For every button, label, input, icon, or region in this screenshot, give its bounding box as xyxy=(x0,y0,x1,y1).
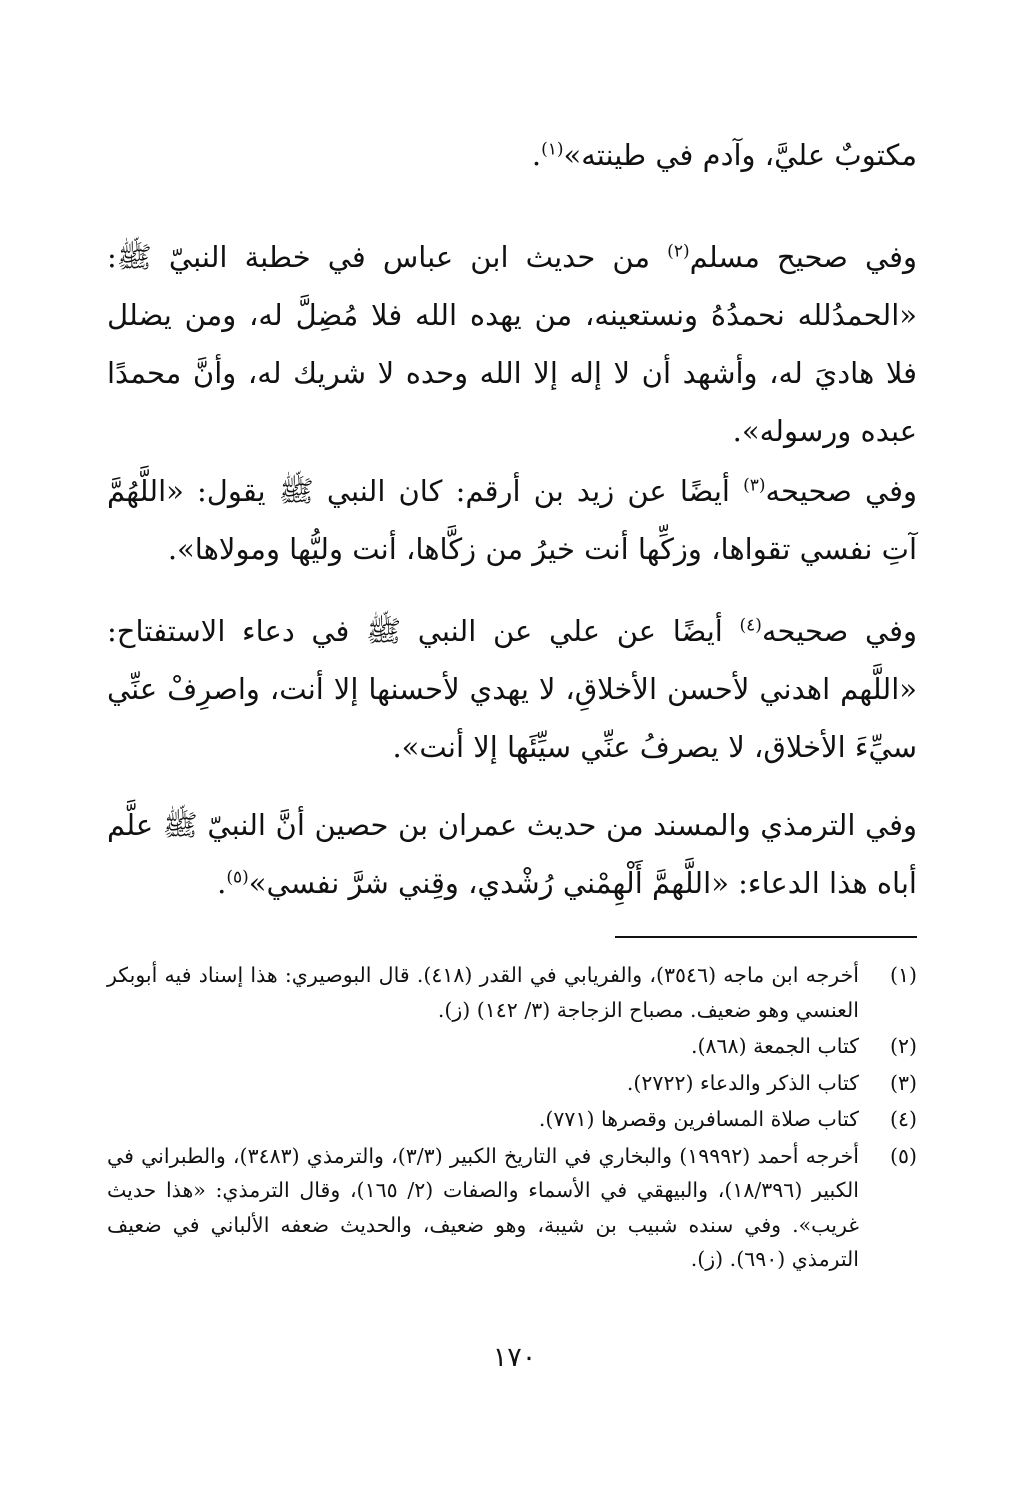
page-number: ١٧٠ xyxy=(492,1342,537,1373)
paragraph-text: وفي صحيح مسلم xyxy=(689,240,917,274)
paragraph-text: وفي الترمذي والمسند من حديث عمران بن حصين أنَّ النبيّ ﷺ علَّم أباه هذا الدعاء: «اللَّهمَّ أَلْهِمْني رُشْدي، وقِني شرَّ نفسي» xyxy=(107,808,917,900)
footnote-text: أخرجه ابن ماجه (٣٥٤٦)، والفريابي في القدر (٤١٨). قال البوصيري: هذا إسناد فيه أبوبكر العنسي وهو ضعيف. مصباح الزجاجة (٣/ ١٤٢) (ز). xyxy=(107,963,859,1022)
footnote-reference: (١) xyxy=(541,139,564,160)
footnote-1 xyxy=(107,958,917,1027)
footnote-text: كتاب الذكر والدعاء (٢٧٢٢). xyxy=(626,1070,859,1095)
footnote-text: كتاب صلاة المسافرين وقصرها (٧٧١). xyxy=(538,1107,859,1131)
paragraph-text: . xyxy=(217,866,227,900)
footnote-number: (٥) xyxy=(889,1143,917,1168)
paragraph-text: أيضًا عن علي عن النبي ﷺ في دعاء الاستفتاح: «اللَّهم اهدني لأحسن الأخلاقِ، لا يهدي لأحسنها إلا أنت، واصرِفْ عنِّي سيِّءَ الأخلاق، لا يصرفُ عنِّي سيِّئَها إلا أنت». xyxy=(107,614,917,764)
footnote-reference: (٣) xyxy=(743,475,766,496)
footnote-text: كتاب الجمعة (٨٦٨). xyxy=(691,1034,859,1058)
footnote-separator xyxy=(615,936,917,938)
paragraph-text: وفي صحيحه xyxy=(765,474,917,508)
paragraph-text: من حديث ابن عباس في خطبة النبيّ ﷺ: «الحمدُلله نحمدُهُ ونستعينه، من يهده الله فلا مُضِلَّ له، ومن يضلل فلا هاديَ له، وأشهد أن لا إله إلا الله وحده لا شريك له، وأنَّ محمدًا عبده ورسوله». xyxy=(107,240,917,448)
footnote-text: أخرجه أحمد (١٩٩٩٢) والبخاري في التاريخ الكبير (٣/٣)، والترمذي (٣٤٨٣)، والطبراني في الكبير (١٨/٣٩٦)، والبيهقي في الأسماء والصفات (٢/ ١٦٥)، وقال الترمذي: «هذا حديث غريب». وفي سنده شبيب بن شيبة، وهو ضعيف، والحديث ضعفه الألباني في ضعيف الترمذي (٦٩٠). (ز). xyxy=(107,1143,860,1271)
footnote-5 xyxy=(107,1139,917,1277)
footnote-number: (٤) xyxy=(889,1107,917,1131)
paragraph-text: . xyxy=(531,138,542,172)
footnote-2 xyxy=(107,1029,917,1064)
paragraph-4 xyxy=(107,602,917,776)
footnote-reference: (٥) xyxy=(226,867,249,888)
footnote-reference: (٢) xyxy=(667,241,690,262)
paragraph-text: وفي صحيحه xyxy=(761,614,917,648)
paragraph-text: أيضًا عن زيد بن أرقم: كان النبي ﷺ يقول: «اللَّهُمَّ آتِ نفسي تقواها، وزكِّها أنت خيرُ من زكَّاها، أنت وليُّها ومولاها». xyxy=(107,474,917,566)
footnote-number: (١) xyxy=(889,963,917,987)
footnote-number: (٣) xyxy=(889,1070,917,1095)
footnote-3 xyxy=(107,1066,917,1101)
footnote-4 xyxy=(107,1102,917,1137)
footnote-reference: (٤) xyxy=(739,615,762,636)
paragraph-2 xyxy=(107,228,917,460)
footnote-number: (٢) xyxy=(889,1034,917,1058)
footnotes xyxy=(107,958,917,1279)
paragraph-3 xyxy=(107,462,917,578)
paragraph-1 xyxy=(107,126,917,184)
paragraph-text: مكتوبٌ عليَّ، وآدم في طينته» xyxy=(563,138,917,172)
paragraph-5 xyxy=(107,796,917,912)
